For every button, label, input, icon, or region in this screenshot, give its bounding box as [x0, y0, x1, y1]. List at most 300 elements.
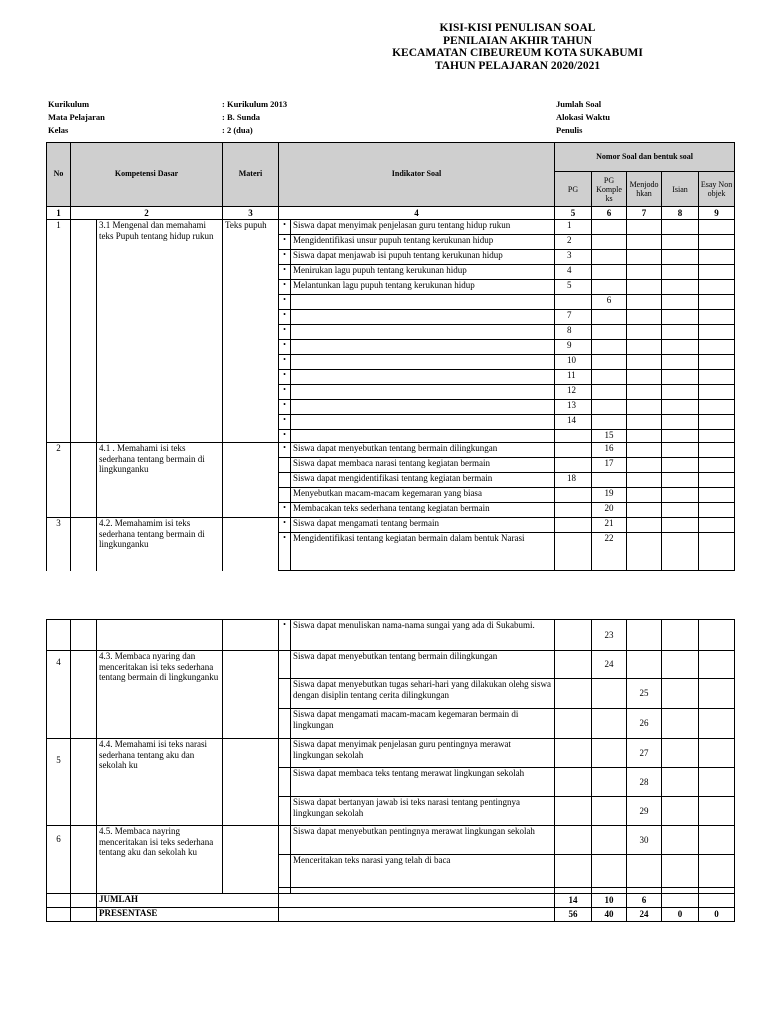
indikator-cell: Siswa dapat menyebutkan tentang bermain dilingkungan — [291, 651, 555, 679]
bullet-cell: • — [279, 430, 291, 443]
bullet-cell: • — [279, 295, 291, 310]
info-right-labels — [556, 98, 610, 137]
essay-cell — [699, 235, 735, 250]
total-indikator-blank — [279, 908, 555, 922]
isian-cell — [662, 651, 699, 679]
menjodohkan-cell — [627, 458, 662, 473]
pg-cell: 8 — [555, 325, 592, 340]
bullet-cell: • — [279, 385, 291, 400]
menjodohkan-cell: 29 — [627, 797, 662, 826]
isian-cell — [662, 679, 699, 709]
pg-cell — [555, 430, 592, 443]
kompetensi-dasar-cell — [97, 620, 223, 651]
pg-cell: 18 — [555, 473, 592, 488]
kompetensi-dasar-cell: 4.2. Memahamim isi teks sederhana tentang bermain di lingkunganku — [97, 518, 223, 571]
section-number: 5 — [47, 739, 71, 826]
indikator-cell — [291, 295, 555, 310]
pg-cell: 10 — [555, 355, 592, 370]
kd-spacer — [71, 826, 97, 894]
menjodohkan-cell — [627, 488, 662, 503]
menjodohkan-cell — [627, 370, 662, 385]
bullet-cell — [279, 739, 291, 768]
label-kelas: Kelas — [48, 125, 69, 135]
title-line-4: TAHUN PELAJARAN 2020/2021 — [434, 59, 601, 72]
title-line-2: PENILAIAN AKHIR TAHUN — [442, 34, 593, 47]
isian-cell — [662, 325, 699, 340]
menjodohkan-cell — [627, 310, 662, 325]
pg-kompleks-cell — [592, 310, 627, 325]
essay-cell — [699, 855, 735, 888]
pg-kompleks-cell — [592, 768, 627, 797]
bullet-cell: • — [279, 518, 291, 533]
section-number: 2 — [47, 443, 71, 518]
header-nomor-soal-group: Nomor Soal dan bentuk soal — [555, 143, 735, 172]
total-pg: 56 — [555, 908, 592, 922]
total-essay: 0 — [699, 908, 735, 922]
total-spacer — [71, 908, 97, 922]
table-row — [47, 220, 735, 235]
essay-cell — [699, 340, 735, 355]
kompetensi-dasar-cell: 4.4. Memahami isi teks narasi sederhana tentang aku dan sekolah ku — [97, 739, 223, 826]
essay-cell — [699, 473, 735, 488]
total-pg: 14 — [555, 894, 592, 908]
pg-cell — [555, 651, 592, 679]
menjodohkan-cell: 28 — [627, 768, 662, 797]
essay-cell — [699, 488, 735, 503]
pg-cell: 14 — [555, 415, 592, 430]
kompetensi-dasar-cell: 4.5. Membaca nayring menceritakan isi teks sederhana tentang aku dan sekolah ku — [97, 826, 223, 894]
kompetensi-dasar-cell: 4.3. Membaca nyaring dan menceritakan isi teks sederhana tentang bermain di lingkunganku — [97, 651, 223, 739]
pg-cell: 3 — [555, 250, 592, 265]
essay-cell — [699, 518, 735, 533]
indikator-cell: Menirukan lagu pupuh tentang kerukunan hidup — [291, 265, 555, 280]
menjodohkan-cell — [627, 355, 662, 370]
materi-cell — [223, 826, 279, 894]
header-pg-kompleks: PG Komple ks — [592, 172, 627, 207]
title-line-1: KISI-KISI PENULISAN SOAL — [439, 22, 596, 34]
label-jumlah-soal: Jumlah Soal — [556, 99, 602, 109]
pg-kompleks-cell — [592, 797, 627, 826]
menjodohkan-cell — [627, 340, 662, 355]
isian-cell — [662, 265, 699, 280]
isian-cell — [662, 503, 699, 518]
indikator-cell: Membacakan teks sederhana tentang kegiatan bermain — [291, 503, 555, 518]
pg-cell — [555, 503, 592, 518]
pg-kompleks-cell: 16 — [592, 443, 627, 458]
pg-kompleks-cell — [592, 325, 627, 340]
table-row — [47, 826, 735, 855]
kd-spacer — [71, 620, 97, 651]
header-isian: Isian — [662, 172, 699, 207]
bullet-cell: • — [279, 443, 291, 458]
bullet-cell: • — [279, 220, 291, 235]
pg-cell — [555, 826, 592, 855]
menjodohkan-cell — [627, 855, 662, 888]
essay-cell — [699, 503, 735, 518]
pg-kompleks-cell — [592, 473, 627, 488]
header-menjodohkan: Menjodo hkan — [627, 172, 662, 207]
isian-cell — [662, 415, 699, 430]
menjodohkan-cell — [627, 220, 662, 235]
pg-cell: 12 — [555, 385, 592, 400]
bullet-cell: • — [279, 355, 291, 370]
pg-cell — [555, 739, 592, 768]
pg-kompleks-cell — [592, 400, 627, 415]
essay-cell — [699, 458, 735, 473]
menjodohkan-cell — [627, 265, 662, 280]
total-spacer — [47, 894, 71, 908]
essay-cell — [699, 280, 735, 295]
isian-cell — [662, 443, 699, 458]
bullet-cell: • — [279, 503, 291, 518]
indikator-cell: Siswa dapat bertanyan jawab isi teks narasi tentang pentingnya lingkungan sekolah — [291, 797, 555, 826]
presentase-row-label: PRESENTASE — [97, 908, 279, 922]
pg-cell — [555, 295, 592, 310]
essay-cell — [699, 265, 735, 280]
menjodohkan-cell: 25 — [627, 679, 662, 709]
indikator-cell: Siswa dapat menyebutkan tentang bermain dilingkungan — [291, 443, 555, 458]
bullet-cell: • — [279, 370, 291, 385]
pg-cell: 13 — [555, 400, 592, 415]
jumlah-row-label: JUMLAH — [97, 894, 279, 908]
menjodohkan-cell — [627, 443, 662, 458]
pg-cell: 5 — [555, 280, 592, 295]
essay-cell — [699, 533, 735, 571]
bullet-cell: • — [279, 400, 291, 415]
total-pg-kompleks: 40 — [592, 908, 627, 922]
menjodohkan-cell — [627, 385, 662, 400]
bullet-cell — [279, 768, 291, 797]
kisi-kisi-table-2 — [46, 619, 735, 922]
pg-cell — [555, 443, 592, 458]
isian-cell — [662, 458, 699, 473]
indikator-cell — [291, 340, 555, 355]
label-alokasi-waktu: Alokasi Waktu — [556, 112, 610, 122]
pg-cell — [555, 518, 592, 533]
menjodohkan-cell: 26 — [627, 709, 662, 739]
materi-cell — [223, 651, 279, 739]
section-number: 1 — [47, 220, 71, 443]
isian-cell — [662, 488, 699, 503]
pg-cell: 1 — [555, 220, 592, 235]
isian-cell — [662, 385, 699, 400]
essay-cell — [699, 310, 735, 325]
menjodohkan-cell — [627, 651, 662, 679]
bullet-cell — [279, 488, 291, 503]
isian-cell — [662, 709, 699, 739]
pg-cell — [555, 620, 592, 651]
indikator-cell — [291, 430, 555, 443]
pg-cell — [555, 488, 592, 503]
indikator-cell — [291, 400, 555, 415]
indikator-cell — [291, 385, 555, 400]
pg-kompleks-cell: 6 — [592, 295, 627, 310]
pg-kompleks-cell: 22 — [592, 533, 627, 571]
label-kurikulum: Kurikulum — [48, 99, 90, 109]
pg-kompleks-cell — [592, 250, 627, 265]
label-mata-pelajaran: Mata Pelajaran — [48, 112, 105, 122]
table-row — [47, 651, 735, 679]
pg-cell: 4 — [555, 265, 592, 280]
isian-cell — [662, 235, 699, 250]
essay-cell — [699, 385, 735, 400]
isian-cell — [662, 620, 699, 651]
header-kompetensi-dasar: Kompetensi Dasar — [71, 143, 223, 207]
pg-cell — [555, 679, 592, 709]
indikator-cell: Siswa dapat mengamati tentang bermain — [291, 518, 555, 533]
pg-cell — [555, 768, 592, 797]
isian-cell — [662, 430, 699, 443]
colnum-3: 3 — [223, 207, 279, 220]
pg-kompleks-cell — [592, 235, 627, 250]
indikator-cell: Siswa dapat membaca teks tentang merawat lingkungan sekolah — [291, 768, 555, 797]
essay-cell — [699, 797, 735, 826]
header-essay: Esay Non objek — [699, 172, 735, 207]
pg-kompleks-cell — [592, 340, 627, 355]
indikator-cell: Siswa dapat menyebutkan tugas sehari-hari yang dilakukan olehg siswa dengan disiplin tentang cerita dilingkungan — [291, 679, 555, 709]
pg-cell — [555, 458, 592, 473]
table-row — [47, 620, 735, 651]
indikator-cell — [291, 310, 555, 325]
indikator-cell: Siswa dapat membaca narasi tentang kegiatan bermain — [291, 458, 555, 473]
menjodohkan-cell — [627, 473, 662, 488]
pg-kompleks-cell — [592, 370, 627, 385]
pg-kompleks-cell: 17 — [592, 458, 627, 473]
essay-cell — [699, 620, 735, 651]
kompetensi-dasar-cell: 4.1 . Memahami isi teks sederhana tentang bermain di lingkunganku — [97, 443, 223, 518]
colnum-8: 8 — [662, 207, 699, 220]
pg-kompleks-cell — [592, 220, 627, 235]
isian-cell — [662, 340, 699, 355]
kompetensi-dasar-cell: 3.1 Mengenal dan memahami teks Pupuh tentang hidup rukun — [97, 220, 223, 443]
isian-cell — [662, 250, 699, 265]
section-number: 6 — [47, 826, 71, 894]
table-row — [47, 739, 735, 768]
indikator-cell: Siswa dapat mengidentifikasi tentang kegiatan bermain — [291, 473, 555, 488]
value-kelas: : 2 (dua) — [222, 125, 253, 135]
indikator-cell — [291, 415, 555, 430]
header-indikator-soal: Indikator Soal — [279, 143, 555, 207]
total-isian — [662, 894, 699, 908]
pg-kompleks-cell — [592, 280, 627, 295]
menjodohkan-cell: 27 — [627, 739, 662, 768]
bullet-cell: • — [279, 250, 291, 265]
essay-cell — [699, 443, 735, 458]
bullet-cell — [279, 797, 291, 826]
bullet-cell: • — [279, 235, 291, 250]
total-menjodohkan: 24 — [627, 908, 662, 922]
pg-kompleks-cell — [592, 709, 627, 739]
kisi-kisi-table-1 — [46, 142, 735, 571]
pg-kompleks-cell — [592, 855, 627, 888]
colnum-7: 7 — [627, 207, 662, 220]
indikator-cell: Menyebutkan macam-macam kegemaran yang biasa — [291, 488, 555, 503]
bullet-cell — [279, 855, 291, 888]
kd-spacer — [71, 739, 97, 826]
document-title — [0, 22, 768, 72]
menjodohkan-cell — [627, 503, 662, 518]
isian-cell — [662, 533, 699, 571]
essay-cell — [699, 679, 735, 709]
menjodohkan-cell: 30 — [627, 826, 662, 855]
essay-cell — [699, 709, 735, 739]
bullet-cell — [279, 458, 291, 473]
essay-cell — [699, 370, 735, 385]
total-isian: 0 — [662, 908, 699, 922]
bullet-cell: • — [279, 280, 291, 295]
pg-kompleks-cell: 24 — [592, 651, 627, 679]
section-number: 4 — [47, 651, 71, 739]
menjodohkan-cell — [627, 250, 662, 265]
essay-cell — [699, 651, 735, 679]
section-number — [47, 620, 71, 651]
materi-cell: Teks pupuh — [223, 220, 279, 443]
indikator-cell — [291, 370, 555, 385]
essay-cell — [699, 325, 735, 340]
title-line-3: KECAMATAN CIBEUREUM KOTA SUKABUMI — [392, 47, 643, 60]
value-mata-pelajaran: : B. Sunda — [222, 112, 261, 122]
pg-cell — [555, 855, 592, 888]
materi-cell — [223, 443, 279, 518]
pg-kompleks-cell — [592, 679, 627, 709]
presentase-row — [47, 908, 735, 922]
header-no: No — [47, 143, 71, 207]
indikator-cell: Siswa dapat menyimak penjelasan guru tentang hidup rukun — [291, 220, 555, 235]
pg-cell — [555, 533, 592, 571]
bullet-cell — [279, 651, 291, 679]
indikator-cell: Mengidentifikasi unsur pupuh tentang kerukunan hidup — [291, 235, 555, 250]
essay-cell — [699, 250, 735, 265]
colnum-9: 9 — [699, 207, 735, 220]
menjodohkan-cell — [627, 518, 662, 533]
bullet-cell — [279, 709, 291, 739]
materi-cell — [223, 620, 279, 651]
essay-cell — [699, 355, 735, 370]
pg-cell: 2 — [555, 235, 592, 250]
total-essay — [699, 894, 735, 908]
pg-kompleks-cell — [592, 739, 627, 768]
isian-cell — [662, 370, 699, 385]
pg-cell — [555, 709, 592, 739]
pg-cell: 11 — [555, 370, 592, 385]
bullet-cell: • — [279, 340, 291, 355]
menjodohkan-cell — [627, 280, 662, 295]
value-kurikulum: : Kurikulum 2013 — [222, 99, 288, 109]
kd-spacer — [71, 651, 97, 739]
menjodohkan-cell — [627, 235, 662, 250]
isian-cell — [662, 518, 699, 533]
isian-cell — [662, 295, 699, 310]
total-spacer — [71, 894, 97, 908]
pg-kompleks-cell: 20 — [592, 503, 627, 518]
total-pg-kompleks: 10 — [592, 894, 627, 908]
header-pg: PG — [555, 172, 592, 207]
info-labels — [48, 98, 105, 137]
isian-cell — [662, 855, 699, 888]
isian-cell — [662, 310, 699, 325]
indikator-cell: Siswa dapat menyebutkan pentingnya merawat lingkungan sekolah — [291, 826, 555, 855]
bullet-cell — [279, 826, 291, 855]
menjodohkan-cell — [627, 325, 662, 340]
indikator-cell: Menceritakan teks narasi yang telah di baca — [291, 855, 555, 888]
isian-cell — [662, 826, 699, 855]
essay-cell — [699, 415, 735, 430]
bullet-cell: • — [279, 265, 291, 280]
pg-kompleks-cell: 19 — [592, 488, 627, 503]
kd-spacer — [71, 443, 97, 518]
isian-cell — [662, 355, 699, 370]
isian-cell — [662, 739, 699, 768]
isian-cell — [662, 768, 699, 797]
essay-cell — [699, 220, 735, 235]
indikator-cell — [291, 325, 555, 340]
pg-kompleks-cell — [592, 355, 627, 370]
table-row — [47, 518, 735, 533]
indikator-cell: Siswa dapat menyimak penjelasan guru pentingnya merawat lingkungan sekolah — [291, 739, 555, 768]
menjodohkan-cell — [627, 400, 662, 415]
menjodohkan-cell — [627, 415, 662, 430]
materi-cell — [223, 739, 279, 826]
indikator-cell: Siswa dapat menjawab isi pupuh tentang kerukunan hidup — [291, 250, 555, 265]
pg-cell: 9 — [555, 340, 592, 355]
essay-cell — [699, 768, 735, 797]
pg-kompleks-cell: 15 — [592, 430, 627, 443]
pg-kompleks-cell — [592, 415, 627, 430]
colnum-1: 1 — [47, 207, 71, 220]
indikator-cell: Mengidentifikasi tentang kegiatan bermain dalam bentuk Narasi — [291, 533, 555, 571]
pg-kompleks-cell — [592, 265, 627, 280]
total-indikator-blank — [279, 894, 555, 908]
colnum-6: 6 — [592, 207, 627, 220]
essay-cell — [699, 826, 735, 855]
pg-kompleks-cell — [592, 385, 627, 400]
indikator-cell: Melantunkan lagu pupuh tentang kerukunan hidup — [291, 280, 555, 295]
isian-cell — [662, 280, 699, 295]
isian-cell — [662, 797, 699, 826]
bullet-cell: • — [279, 620, 291, 651]
menjodohkan-cell — [627, 430, 662, 443]
pg-cell: 7 — [555, 310, 592, 325]
materi-cell — [223, 518, 279, 571]
bullet-cell: • — [279, 310, 291, 325]
section-number: 3 — [47, 518, 71, 571]
isian-cell — [662, 220, 699, 235]
essay-cell — [699, 430, 735, 443]
bullet-cell — [279, 679, 291, 709]
bullet-cell: • — [279, 533, 291, 571]
menjodohkan-cell — [627, 295, 662, 310]
pg-kompleks-cell: 23 — [592, 620, 627, 651]
total-spacer — [47, 908, 71, 922]
colnum-4: 4 — [279, 207, 555, 220]
colnum-2: 2 — [71, 207, 223, 220]
essay-cell — [699, 400, 735, 415]
total-menjodohkan: 6 — [627, 894, 662, 908]
label-penulis: Penulis — [556, 125, 583, 135]
table-row — [47, 443, 735, 458]
isian-cell — [662, 400, 699, 415]
pg-cell — [555, 797, 592, 826]
menjodohkan-cell — [627, 533, 662, 571]
indikator-cell — [291, 355, 555, 370]
bullet-cell: • — [279, 325, 291, 340]
colnum-5: 5 — [555, 207, 592, 220]
header-materi: Materi — [223, 143, 279, 207]
bullet-cell: • — [279, 415, 291, 430]
kd-spacer — [71, 518, 97, 571]
jumlah-row — [47, 894, 735, 908]
pg-kompleks-cell — [592, 826, 627, 855]
